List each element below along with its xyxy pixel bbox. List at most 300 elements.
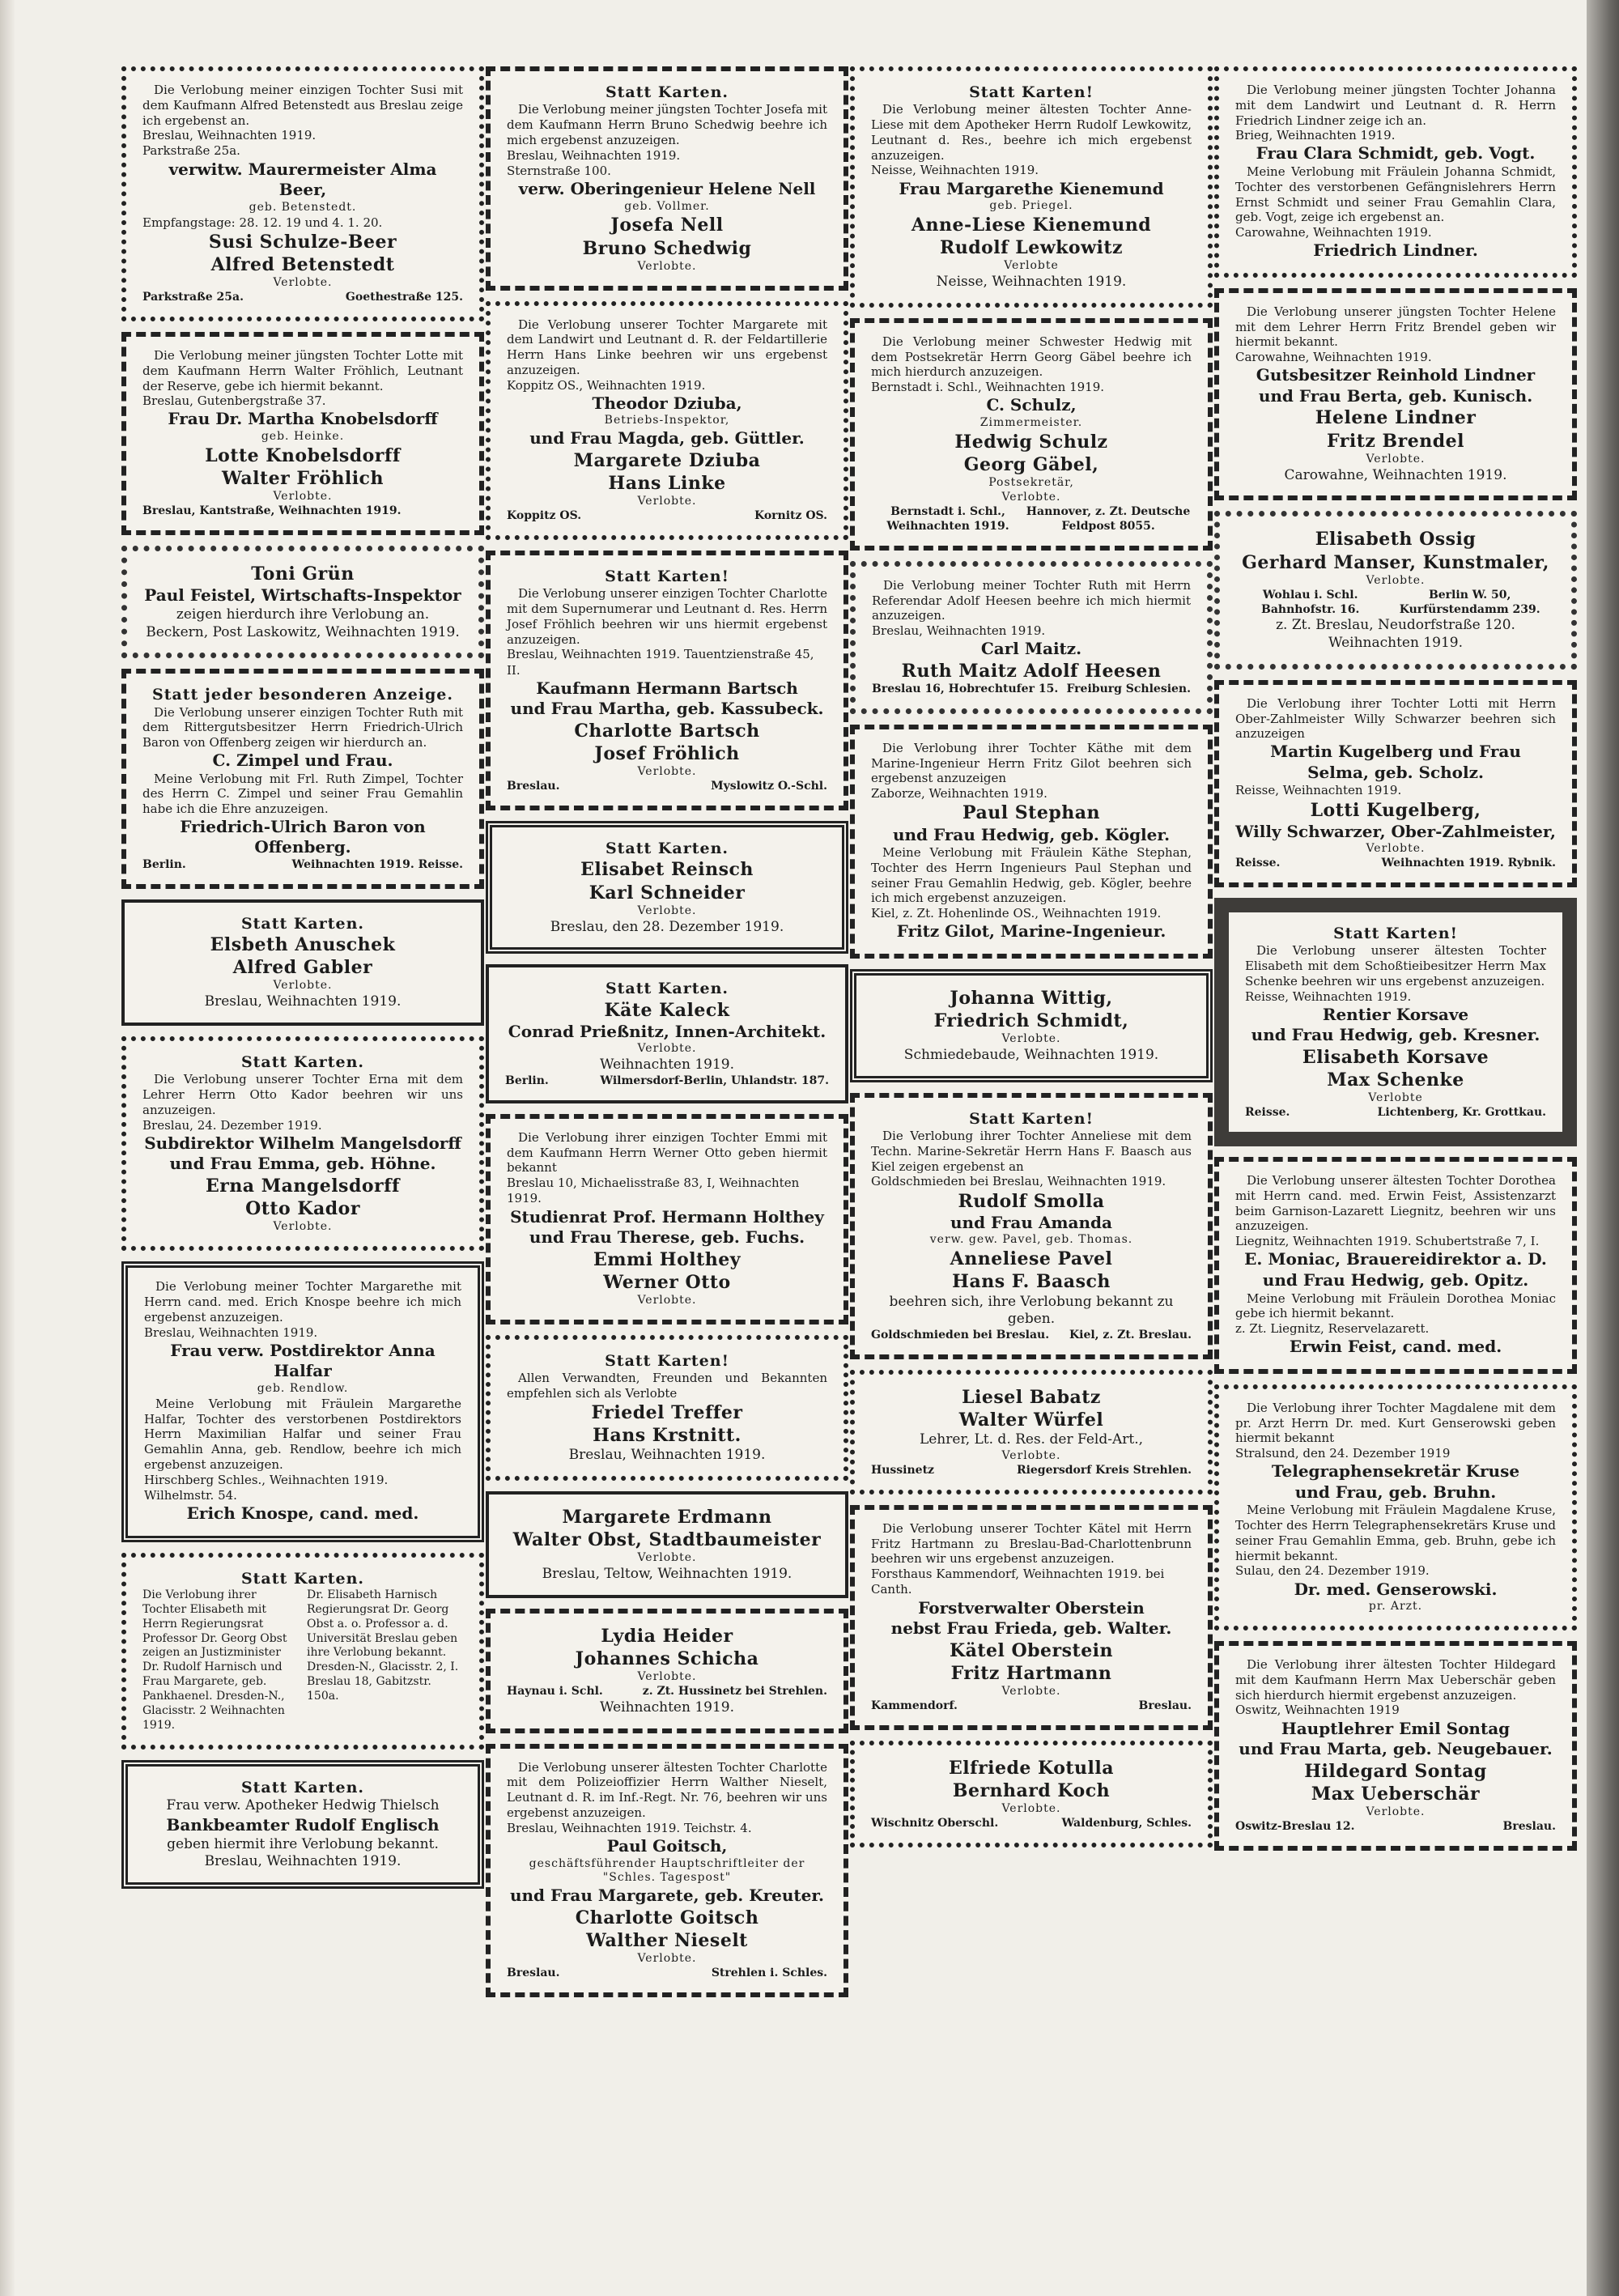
announcement-line: Verlobte. (273, 1220, 333, 1234)
announcement-heading: Statt Karten! (605, 568, 729, 586)
announcement-name: Elsbeth Anuschek (210, 934, 396, 956)
announcement (121, 332, 484, 535)
announcement-signature: Theodor Dziuba, (592, 393, 742, 413)
announcement-name: Kätel Oberstein (949, 1639, 1114, 1661)
announcement-line: Neisse, Weihnachten 1919. (936, 274, 1127, 291)
announcement-signature: Hauptlehrer Emil Sontag (1281, 1718, 1511, 1738)
announcement-name: Max Ueberschär (1311, 1783, 1481, 1805)
announcement-line: Weihnachten 1919. (600, 1057, 734, 1074)
announcement-name: Hans F. Baasch (952, 1271, 1111, 1293)
announcement-line: Hirschberg Schles., Weihnachten 1919. Wilhelmstr. 54. (144, 1472, 389, 1503)
announcement-line: Schmiedebaude, Weihnachten 1919. (903, 1047, 1159, 1064)
announcement-line: Breslau 10, Michaelisstraße 83, I, Weihnachten 1919. (507, 1176, 800, 1206)
announcement-line: Verlobte. (1001, 1032, 1061, 1046)
announcement-line: Verlobte. (637, 765, 697, 779)
announcement-signature: E. Moniac, Brauereidirektor a. D. (1244, 1249, 1547, 1269)
announcement-body: Die Verlobung unserer einzigen Tochter Charlotte mit dem Supernumerar und Leutnant d. Res. Herrn Josef Fröhlich beehren wir uns hiermit ergebenst anzuzeigen. (507, 586, 827, 647)
announcement-body: Die Verlobung meiner jüngsten Tochter Josefa mit dem Kaufmann Herrn Bruno Schedwig beehre ich mich ergebenst anzuzeigen. (507, 102, 827, 147)
announcement-signature: Subdirektor Wilhelm Mangelsdorff (144, 1133, 461, 1153)
announcement-line: Weihnachten 1919. (600, 1699, 734, 1716)
announcement-line: Breslau, den 28. Dezember 1919. (550, 918, 784, 935)
announcement-line: geb. Rendlow. (257, 1381, 349, 1395)
ad-column-2 (486, 66, 848, 2136)
right-text: Weihnachten 1919. Reisse. (291, 857, 463, 871)
announcement (850, 561, 1213, 714)
announcement-signature: Friedrich Lindner. (1313, 240, 1478, 261)
left-text: Koppitz OS. (507, 509, 582, 523)
announcement-line: geb. Vollmer. (624, 199, 710, 213)
announcement-body: Die Verlobung unserer Tochter Margarete mit dem Landwirt und Leutnant d. R. der Feldartillerie Herrn Hans Linke beehren wir uns ergebenst anzuzeigen. (507, 317, 827, 377)
announcement-signature: Frau verw. Postdirektor Anna Halfar (170, 1340, 436, 1381)
announcement-signature: Paul Feistel, Wirtschafts-Inspektor (144, 585, 461, 606)
announcement-footer (507, 1685, 827, 1699)
announcement-line: Verlobte (1004, 259, 1059, 273)
announcement-line: Verlobte. (637, 259, 697, 273)
announcement-name: Lydia Heider (601, 1625, 733, 1647)
announcement-line: zeigen hierdurch ihre Verlobung an. (176, 606, 430, 623)
announcement-name: Ruth Maitz Adolf Heesen (901, 660, 1162, 682)
announcement-line: pr. Arzt. (1368, 1600, 1423, 1614)
announcement-signature: Erich Knospe, cand. med. (186, 1503, 419, 1523)
announcement-signature: Willy Schwarzer, Ober-Zahlmeister, (1235, 821, 1556, 841)
announcement-name: Toni Grün (251, 563, 355, 585)
announcement-line: Breslau, Weihnachten 1919. (872, 623, 1046, 639)
announcement-body: Die Verlobung ihrer Tochter Lotti mit Herrn Ober-Zahlmeister Willy Schwarzer beehren sich anzuzeigen (1235, 695, 1556, 742)
announcement-name: Erna Mangelsdorff (205, 1176, 401, 1197)
announcement-body: Meine Verlobung mit Fräulein Margarethe Halfar, Tochter des verstorbenen Postdirektors Herrn Maximilian Halfar und seiner Frau Gemahlin Anna, geb. Rendlow, beehre ich mich ergebenst anzuzeigen. (144, 1396, 461, 1472)
right-text: Kornitz OS. (754, 509, 827, 523)
announcement-signature: und Frau Marta, geb. Neugebauer. (1239, 1739, 1553, 1759)
left-text: Berlin. (505, 1074, 549, 1088)
announcement (121, 899, 484, 1026)
announcement-line: Verlobte. (273, 276, 333, 290)
announcement-name: Elisabet Reinsch (580, 859, 754, 881)
announcement-signature: Forstverwalter Oberstein (918, 1597, 1145, 1618)
announcement-name: Alfred Betenstedt (210, 254, 395, 276)
announcement-signature: und Frau Emma, geb. Höhne. (169, 1154, 436, 1174)
announcement-signature: und Frau Therese, geb. Fuchs. (529, 1227, 805, 1248)
announcement-heading: Statt Karten! (969, 1109, 1094, 1128)
announcement-line: Breslau, Weihnachten 1919. Teichstr. 4. (507, 1820, 752, 1835)
right-text: Dr. Elisabeth Harnisch Regierungsrat Dr. Georg Obst a. o. Professor a. d. Universität Breslau geben ihre Verlobung bekannt. Dresden-N., Glacisstr. 2, I. Breslau 18, Gabitzstr. 150a. (307, 1588, 459, 1703)
announcement-line: Verlobte. (1001, 491, 1061, 504)
announcement-line: Sulau, den 24. Dezember 1919. (1235, 1563, 1430, 1579)
announcement-name: Bernhard Koch (952, 1779, 1111, 1801)
announcement-name: Walter Obst, Stadtbaumeister (512, 1529, 822, 1551)
announcement-signature: Selma, geb. Scholz. (1307, 762, 1484, 782)
announcement-footer (507, 509, 827, 524)
left-text: Berlin. (142, 857, 186, 871)
announcement-line: Verlobte. (637, 1042, 697, 1056)
announcement-line: Breslau, Weihnachten 1919. (507, 147, 681, 163)
announcement-body: Die Verlobung ihrer Tochter Käthe mit dem Marine-Ingenieur Herrn Fritz Gilot beehren sich ergebenst anzuzeigen (871, 740, 1192, 786)
announcement-line: geb. Betenstedt. (249, 200, 357, 214)
announcement-signature: Conrad Prießnitz, Innen-Architekt. (508, 1021, 826, 1041)
left-text: Oswitz-Breslau 12. (1235, 1820, 1355, 1833)
announcement (121, 669, 484, 889)
announcement-name: Friedrich Schmidt, (933, 1010, 1129, 1032)
announcement-line: Breslau, Weihnachten 1919. Tauentzienstraße 45, II. (507, 647, 814, 678)
announcement-footer (871, 1464, 1192, 1478)
announcement-signature: nebst Frau Frieda, geb. Walter. (890, 1618, 1172, 1639)
announcement-signature: Gutsbesitzer Reinhold Lindner (1256, 365, 1536, 385)
announcement-heading: Statt Karten. (240, 1569, 365, 1588)
announcement-footer (1235, 1820, 1556, 1835)
announcement-body: Allen Verwandten, Freunden und Bekannten empfehlen sich als Verlobte (507, 1371, 827, 1401)
announcement-name: Elisabeth Korsave (1302, 1047, 1489, 1069)
announcement-body: Die Verlobung unserer einzigen Tochter Ruth mit dem Rittergutsbesitzer Herrn Friedrich-Ulrich Baron von Offenberg zeigen wir hierdurch an. (142, 704, 463, 750)
announcement (121, 1261, 484, 1541)
announcement-signature: Frau Clara Schmidt, geb. Vogt. (1256, 143, 1536, 164)
announcement-line: Kiel, z. Zt. Hohenlinde OS., Weihnachten 1919. (871, 906, 1162, 921)
announcement-line: Neisse, Weihnachten 1919. (871, 163, 1039, 178)
announcement-line: Breslau, 24. Dezember 1919. (142, 1117, 322, 1133)
announcement (1214, 898, 1577, 1146)
announcement-body: Die Verlobung meiner Schwester Hedwig mit dem Postsekretär Herrn Georg Gäbel beehre ich mich hierdurch anzuzeigen. (871, 334, 1192, 380)
announcement (486, 66, 848, 291)
announcement-line: Verlobte. (637, 1670, 697, 1684)
announcement-line: Breslau, Weihnachten 1919. (204, 1853, 402, 1870)
announcement-line: geb. Heinke. (261, 430, 345, 444)
announcement (850, 1505, 1213, 1730)
announcement (850, 1093, 1213, 1359)
announcement-signature: Rentier Korsave (1322, 1004, 1469, 1024)
announcement-name: Gerhard Manser, Kunstmaler, (1242, 551, 1549, 573)
announcement-body: Die Verlobung ihrer Tochter Anneliese mit dem Techn. Marine-Sekretär Herrn Hans F. Baasch aus Kiel zeigen ergebenst an (871, 1129, 1192, 1174)
announcement-body: Die Verlobung meiner jüngsten Tochter Johanna mit dem Landwirt und Leutnant d. R. Herrn Friedrich Lindner zeige ich an. (1235, 83, 1556, 128)
announcement-body: Die Verlobung ihrer einzigen Tochter Emmi mit dem Kaufmann Herrn Werner Otto geben hiermit bekannt (507, 1129, 827, 1176)
announcement-line: Verlobte. (1366, 573, 1426, 587)
announcement-line: Verlobte. (1001, 1685, 1061, 1698)
announcement-body: Meine Verlobung mit Fräulein Dorothea Moniac gebe ich hiermit bekannt. (1235, 1290, 1556, 1321)
announcement-heading: Statt Karten. (605, 840, 729, 858)
announcement (1214, 66, 1577, 278)
announcement-heading: Statt Karten. (605, 83, 729, 101)
announcement (486, 964, 848, 1103)
announcement-line: Verlobte. (637, 495, 697, 508)
announcement-line: Breslau, Teltow, Weihnachten 1919. (542, 1566, 793, 1583)
announcement-signature: Studienrat Prof. Hermann Holthey (510, 1206, 824, 1227)
announcement (1214, 1384, 1577, 1631)
announcement (486, 1335, 848, 1481)
announcement-footer (872, 682, 1191, 697)
announcement-heading: Statt Karten. (240, 1053, 365, 1072)
announcement-signature: Carl Maitz. (980, 639, 1082, 659)
announcement-line: Verlobte (1368, 1091, 1423, 1105)
announcement-name: Josefa Nell (610, 215, 724, 236)
announcement-body: Meine Verlobung mit Fräulein Johanna Schmidt, Tochter des verstorbenen Gefängnislehrers Herrn Ernst Schmidt und seiner Frau Gemahlin Clara, geb. Vogt, zeige ich ergebenst an. (1235, 164, 1556, 225)
announcement-name: Hans Linke (608, 473, 726, 495)
announcement-line: Beckern, Post Laskowitz, Weihnachten 1919. (146, 623, 460, 640)
announcement-body: Die Verlobung unserer Tochter Kätel mit Herrn Fritz Hartmann zu Breslau-Bad-Charlottenbrunn beehren wir uns ergebenst anzuzeigen. (871, 1520, 1192, 1567)
announcement-name: Walther Nieselt (586, 1930, 748, 1952)
announcement-name: Johanna Wittig, (950, 987, 1113, 1009)
announcement (1214, 1641, 1577, 1851)
right-text: z. Zt. Hussinetz bei Strehlen. (642, 1685, 827, 1699)
announcement-signature: und Frau Berta, geb. Kunisch. (1258, 385, 1533, 406)
announcement-line: Breslau, Weihnachten 1919. (144, 1324, 318, 1340)
announcement-signature: und Frau Martha, geb. Kassubeck. (510, 699, 824, 719)
announcement-signature: und Frau Hedwig, geb. Kögler. (892, 824, 1171, 844)
announcement (850, 66, 1213, 308)
announcement-footer (871, 505, 1192, 534)
announcement-name: Lotte Knobelsdorff (205, 444, 401, 466)
announcement-line: beehren sich, ihre Verlobung bekannt zu geben. (889, 1293, 1174, 1328)
announcement-name: Georg Gäbel, (963, 454, 1099, 476)
announcement-name: Paul Stephan (962, 802, 1100, 824)
announcement-line: Sternstraße 100. (507, 163, 611, 178)
announcement-body: Die Verlobung ihrer Tochter Magdalene mit dem pr. Arzt Herrn Dr. med. Kurt Genserowski geben hiermit bekannt (1235, 1400, 1556, 1446)
announcement-signature: Erwin Feist, cand. med. (1289, 1337, 1502, 1357)
announcement-footer (142, 504, 463, 519)
announcement (1214, 1157, 1577, 1374)
announcement-line: Koppitz OS., Weihnachten 1919. (507, 377, 706, 393)
announcement (850, 1370, 1213, 1495)
announcement-body: Die Verlobung meiner Tochter Margarethe mit Herrn cand. med. Erich Knospe beehre ich mich ergebenst anzuzeigen. (144, 1279, 461, 1324)
announcement-name: Alfred Gabler (232, 957, 373, 979)
announcement-heading: Statt Karten. (240, 1778, 365, 1796)
announcement-name: Fritz Hartmann (950, 1662, 1112, 1684)
announcement-name: Hans Krstnitt. (593, 1424, 742, 1446)
announcement (486, 551, 848, 810)
announcement-line: Carowahne, Weihnachten 1919. (1235, 225, 1432, 240)
announcement-line: verw. gew. Pavel, geb. Thomas. (929, 1233, 1133, 1247)
announcement-signature: Frau Dr. Martha Knobelsdorff (168, 409, 438, 429)
announcement-name: Max Schenke (1327, 1069, 1464, 1091)
announcement (486, 1491, 848, 1598)
announcement-body: Die Verlobung meiner ältesten Tochter Anne-Liese mit dem Apotheker Herrn Rudolf Lewkowitz, Leutnant d. Res., beehre ich mich ergebenst anzuzeigen. (871, 102, 1192, 163)
announcement-name: Friedel Treffer (591, 1401, 743, 1423)
announcement-signature: Fritz Gilot, Marine-Ingenieur. (896, 921, 1166, 942)
announcement-name: Rudolf Smolla (958, 1190, 1105, 1212)
announcement-line: Bernstadt i. Schl., Weihnachten 1919. (871, 380, 1105, 395)
announcement-name: Johannes Schicha (575, 1648, 759, 1669)
announcement-line: Verlobte. (1366, 842, 1426, 856)
announcement-footer (1235, 857, 1556, 871)
announcement-footer (871, 1817, 1192, 1831)
announcement-footer (142, 291, 463, 305)
left-text: Hussinetz (871, 1463, 934, 1477)
left-text: Bernstadt i. Schl., Weihnachten 1919. (886, 505, 1009, 533)
announcement-line: geben hiermit ihre Verlobung bekannt. (167, 1835, 439, 1852)
announcement-body: Die Verlobung unserer jüngsten Tochter Helene mit dem Lehrer Herrn Fritz Brendel geben wir hiermit bekannt. (1235, 304, 1556, 350)
announcement-name: Charlotte Goitsch (575, 1907, 759, 1928)
announcement-line: Breslau, Weihnachten 1919. (142, 128, 317, 143)
announcement-footer (871, 1329, 1192, 1343)
announcement-name: Anne-Liese Kienemund (911, 215, 1152, 236)
announcement-name: Lotti Kugelberg, (1310, 799, 1481, 821)
announcement (1214, 288, 1577, 501)
announcement-line: Verlobte. (273, 490, 333, 504)
announcement-line: Reisse, Weihnachten 1919. (1235, 783, 1402, 798)
right-text: Hannover, z. Zt. Deutsche Feldpost 8055. (1026, 505, 1191, 533)
announcement-name: Susi Schulze-Beer (208, 231, 397, 253)
announcement-heading: Statt Karten! (1333, 925, 1458, 943)
announcement-heading: Statt Karten. (605, 980, 729, 998)
announcement-signature: C. Zimpel und Frau. (212, 750, 393, 770)
announcement-name: Margarete Dziuba (573, 449, 761, 471)
announcement-line: Weihnachten 1919. (1328, 635, 1463, 652)
announcement-line: Parkstraße 25a. (142, 143, 240, 159)
announcement-body: Die Verlobung meiner einzigen Tochter Susi mit dem Kaufmann Alfred Betenstedt aus Breslau zeige ich ergebenst an. (142, 83, 463, 128)
announcement-name: Rudolf Lewkowitz (939, 237, 1124, 259)
announcement (121, 66, 484, 321)
announcement-line: Verlobte. (1001, 1449, 1061, 1463)
announcement-name: Liesel Babatz (962, 1387, 1101, 1408)
announcement (850, 1741, 1213, 1847)
announcement-line: Forsthaus Kammendorf, Weihnachten 1919. bei Canth. (871, 1567, 1165, 1597)
announcement-line: Verlobte. (273, 979, 333, 993)
announcement-body: Die Verlobung ihrer ältesten Tochter Hildegard mit dem Kaufmann Herrn Max Ueberschär geben sich hierdurch hiermit ergebenst anzuzeigen. (1235, 1657, 1556, 1703)
announcement-line: Verlobte. (637, 904, 697, 917)
announcement-name: Charlotte Bartsch (574, 720, 760, 742)
announcement-footer (507, 1966, 827, 1981)
right-text: Strehlen i. Schles. (711, 1966, 827, 1980)
announcement (486, 1114, 848, 1324)
announcement (486, 1609, 848, 1733)
left-text: Haynau i. Schl. (507, 1685, 603, 1699)
right-text: Breslau. (1138, 1699, 1192, 1712)
announcement-signature: und Frau Hedwig, geb. Opitz. (1262, 1269, 1529, 1290)
announcement-name: Elisabeth Ossig (1315, 529, 1477, 551)
announcement-name: Werner Otto (603, 1271, 731, 1293)
announcement-line: Goldschmieden bei Breslau, Weihnachten 1919. (871, 1174, 1166, 1189)
ad-column-4 (1214, 66, 1577, 2136)
page-left-edge (0, 0, 15, 2296)
announcement-heading: Statt Karten! (605, 1352, 729, 1370)
announcement-line: Breslau, Gutenbergstraße 37. (142, 393, 326, 409)
announcement (121, 546, 484, 658)
announcement-name: Anneliese Pavel (950, 1248, 1113, 1270)
announcement (850, 725, 1213, 959)
left-text: Parkstraße 25a. (142, 291, 244, 304)
left-text: Reisse. (1235, 857, 1281, 870)
announcement-name: Hedwig Schulz (954, 431, 1108, 453)
announcement-heading: Statt Karten. (240, 914, 365, 933)
left-text: Kammendorf. (871, 1699, 958, 1712)
announcement-name: Hildegard Sontag (1304, 1760, 1487, 1782)
announcement-line: geschäftsführender Hauptschriftleiter der "Schles. Tagespost" (529, 1856, 805, 1885)
left-text: Breslau 16, Hobrechtufer 15. (872, 682, 1059, 696)
binding-edge (1587, 0, 1619, 2296)
announcement-name: Fritz Brendel (1327, 430, 1464, 452)
announcement-body: Die Verlobung meiner Tochter Ruth mit Herrn Referendar Adolf Heesen beehre ich mich hiermit anzuzeigen. (872, 577, 1191, 623)
announcement-signature: und Frau, geb. Bruhn. (1294, 1482, 1497, 1502)
announcement-name: Josef Fröhlich (594, 743, 740, 765)
announcement-line: Liegnitz, Weihnachten 1919. Schubertstraße 7, I. (1235, 1234, 1540, 1249)
announcement-signature: verwitw. Maurermeister Alma Beer, (168, 159, 437, 200)
announcement (486, 1744, 848, 1997)
announcement (850, 318, 1213, 551)
announcement-body: Meine Verlobung mit Frl. Ruth Zimpel, Tochter des Herrn C. Zimpel und seiner Frau Gemahlin habe ich die Ehre anzuzeigen. (142, 771, 463, 816)
announcement-footer (1245, 1106, 1546, 1120)
announcement-footer (871, 1699, 1192, 1714)
announcement (486, 301, 848, 540)
announcement-footer (505, 1074, 829, 1089)
announcement-line: Lehrer, Lt. d. Res. der Feld-Art., (919, 1431, 1144, 1448)
announcement-body: Die Verlobung unserer ältesten Tochter Charlotte mit dem Polizeioffizier Herrn Walther Nieselt, Leutnant d. R. im Inf.-Regt. Nr. 76, beehren wir uns ergebenst anzuzeigen. (507, 1759, 827, 1820)
announcement (1214, 680, 1577, 887)
right-text: Breslau. (1502, 1820, 1556, 1833)
right-text: Berlin W. 50, Kurfürstendamm 239. (1399, 588, 1540, 616)
right-text: Weihnachten 1919. Rybnik. (1381, 857, 1556, 870)
announcement-signature: Friedrich-Ulrich Baron von Offenberg. (180, 816, 426, 857)
announcement-heading: Statt Karten! (969, 83, 1094, 101)
announcement-name: Margarete Erdmann (562, 1506, 772, 1528)
announcement-line: z. Zt. Breslau, Neudorfstraße 120. (1276, 617, 1515, 634)
announcement-body: Die Verlobung unserer ältesten Tochter Dorothea mit Herrn cand. med. Erwin Feist, Assistenzarzt beim Garnison-Lazarett Liegnitz, beehren wir uns anzuzeigen. (1235, 1173, 1556, 1234)
announcement-line: Verlobte. (1366, 452, 1426, 466)
announcement-name: Otto Kador (245, 1198, 360, 1220)
announcement-line: Verlobte. (1366, 1805, 1426, 1819)
right-text: Wilmersdorf-Berlin, Uhlandstr. 187. (600, 1074, 829, 1088)
right-text: Kiel, z. Zt. Breslau. (1069, 1329, 1192, 1342)
announcement-body: Die Verlobung unserer ältesten Tochter Elisabeth mit dem Schoßtieibesitzer Herrn Max Schenke beehren wir uns ergebenst anzuzeigen. (1245, 943, 1546, 989)
announcement-body: Die Verlobung meiner jüngsten Tochter Lotte mit dem Kaufmann Herrn Walter Fröhlich, Leutnant der Reserve, gebe ich hiermit bekannt. (142, 348, 463, 393)
announcement-line: Carowahne, Weihnachten 1919. (1235, 350, 1432, 365)
announcement-signature: Paul Goitsch, (606, 1835, 728, 1856)
right-text: Goethestraße 125. (345, 291, 463, 304)
announcement-signature: Kaufmann Hermann Bartsch (536, 678, 798, 698)
right-text: Riegersdorf Kreis Strehlen. (1016, 1463, 1192, 1477)
announcement-line: Carowahne, Weihnachten 1919. (1284, 466, 1507, 483)
announcement-signature: und Frau Hedwig, geb. Kresner. (1251, 1025, 1540, 1045)
left-text: Goldschmieden bei Breslau. (871, 1329, 1050, 1342)
announcement-signature: Dr. med. Genserowski. (1294, 1579, 1498, 1599)
announcement-line: Verlobte. (637, 1952, 697, 1966)
left-text: Breslau. (507, 780, 560, 793)
left-text: Reisse. (1245, 1106, 1290, 1120)
announcement-name: Helene Lindner (1315, 407, 1477, 429)
announcement (121, 1760, 484, 1889)
announcement-signature: Bankbeamter Rudolf Englisch (166, 1814, 440, 1835)
announcement-two-column (142, 1588, 463, 1733)
announcement-line: z. Zt. Liegnitz, Reservelazarett. (1235, 1321, 1430, 1337)
announcement-name: Käte Kaleck (604, 999, 730, 1021)
left-text: Die Verlobung ihrer Tochter Elisabeth mit Herrn Regierungsrat Professor Dr. Georg Obst zeigen an Justizminister Dr. Rudolf Harnisch und Frau Margarete, geb. Pankhaenel. Dresden-N., Glacisstr. 2 Weihnachten 1919. (142, 1588, 287, 1732)
announcement-body: Meine Verlobung mit Fräulein Käthe Stephan, Tochter des Herrn Ingenieurs Paul Stephan und seiner Frau Gemahlin Hedwig, geb. Kögler, beehre ich mich ergebenst anzuzeigen. (871, 845, 1192, 906)
announcement (121, 1036, 484, 1251)
announcement-signature: C. Schulz, (986, 395, 1077, 415)
ad-column-1 (121, 66, 484, 2136)
announcement-line: Verlobte. (1001, 1802, 1061, 1816)
ad-column-3 (850, 66, 1213, 2136)
announcement-line: Zimmermeister. (979, 416, 1083, 429)
announcement-signature: und Frau Amanda (950, 1212, 1112, 1232)
announcement-line: Breslau, Weihnachten 1919. (204, 993, 402, 1010)
announcement-name: Elfriede Kotulla (948, 1757, 1114, 1779)
left-text: Breslau. (507, 1966, 560, 1980)
announcement-line: Brieg, Weihnachten 1919. (1235, 128, 1396, 143)
left-text: Breslau, Kantstraße, Weihnachten 1919. (142, 504, 402, 518)
left-text: Wischnitz Oberschl. (871, 1817, 999, 1830)
announcement-signature: und Frau Margarete, geb. Kreuter. (509, 1886, 825, 1906)
announcement-line: Breslau, Weihnachten 1919. (568, 1447, 766, 1464)
announcement-signature: Frau Margarethe Kienemund (899, 178, 1164, 198)
announcement-name: Walter Fröhlich (222, 468, 384, 490)
announcement-heading: Statt jeder besonderen Anzeige. (151, 686, 454, 704)
announcement-signature: verw. Oberingenieur Helene Nell (518, 178, 816, 198)
announcement-body: Meine Verlobung mit Fräulein Magdalene Kruse, Tochter des Herrn Telegraphensekretärs Kruse und seiner Frau Gemahlin Emma, geb. Bruhn, gebe ich hiermit bekannt. (1235, 1503, 1556, 1563)
announcement (850, 969, 1213, 1082)
announcement-line: Stralsund, den 24. Dezember 1919 (1235, 1446, 1451, 1461)
announcement-line: Verlobte. (637, 1294, 697, 1307)
announcement-line: Reisse, Weihnachten 1919. (1245, 989, 1412, 1004)
announcement-line: Oswitz, Weihnachten 1919 (1235, 1703, 1400, 1718)
announcement-line: Zaborze, Weihnachten 1919. (871, 786, 1047, 801)
announcement-name: Emmi Holthey (593, 1248, 742, 1270)
left-text: Wohlau i. Schl. Bahnhofstr. 16. (1260, 588, 1360, 616)
